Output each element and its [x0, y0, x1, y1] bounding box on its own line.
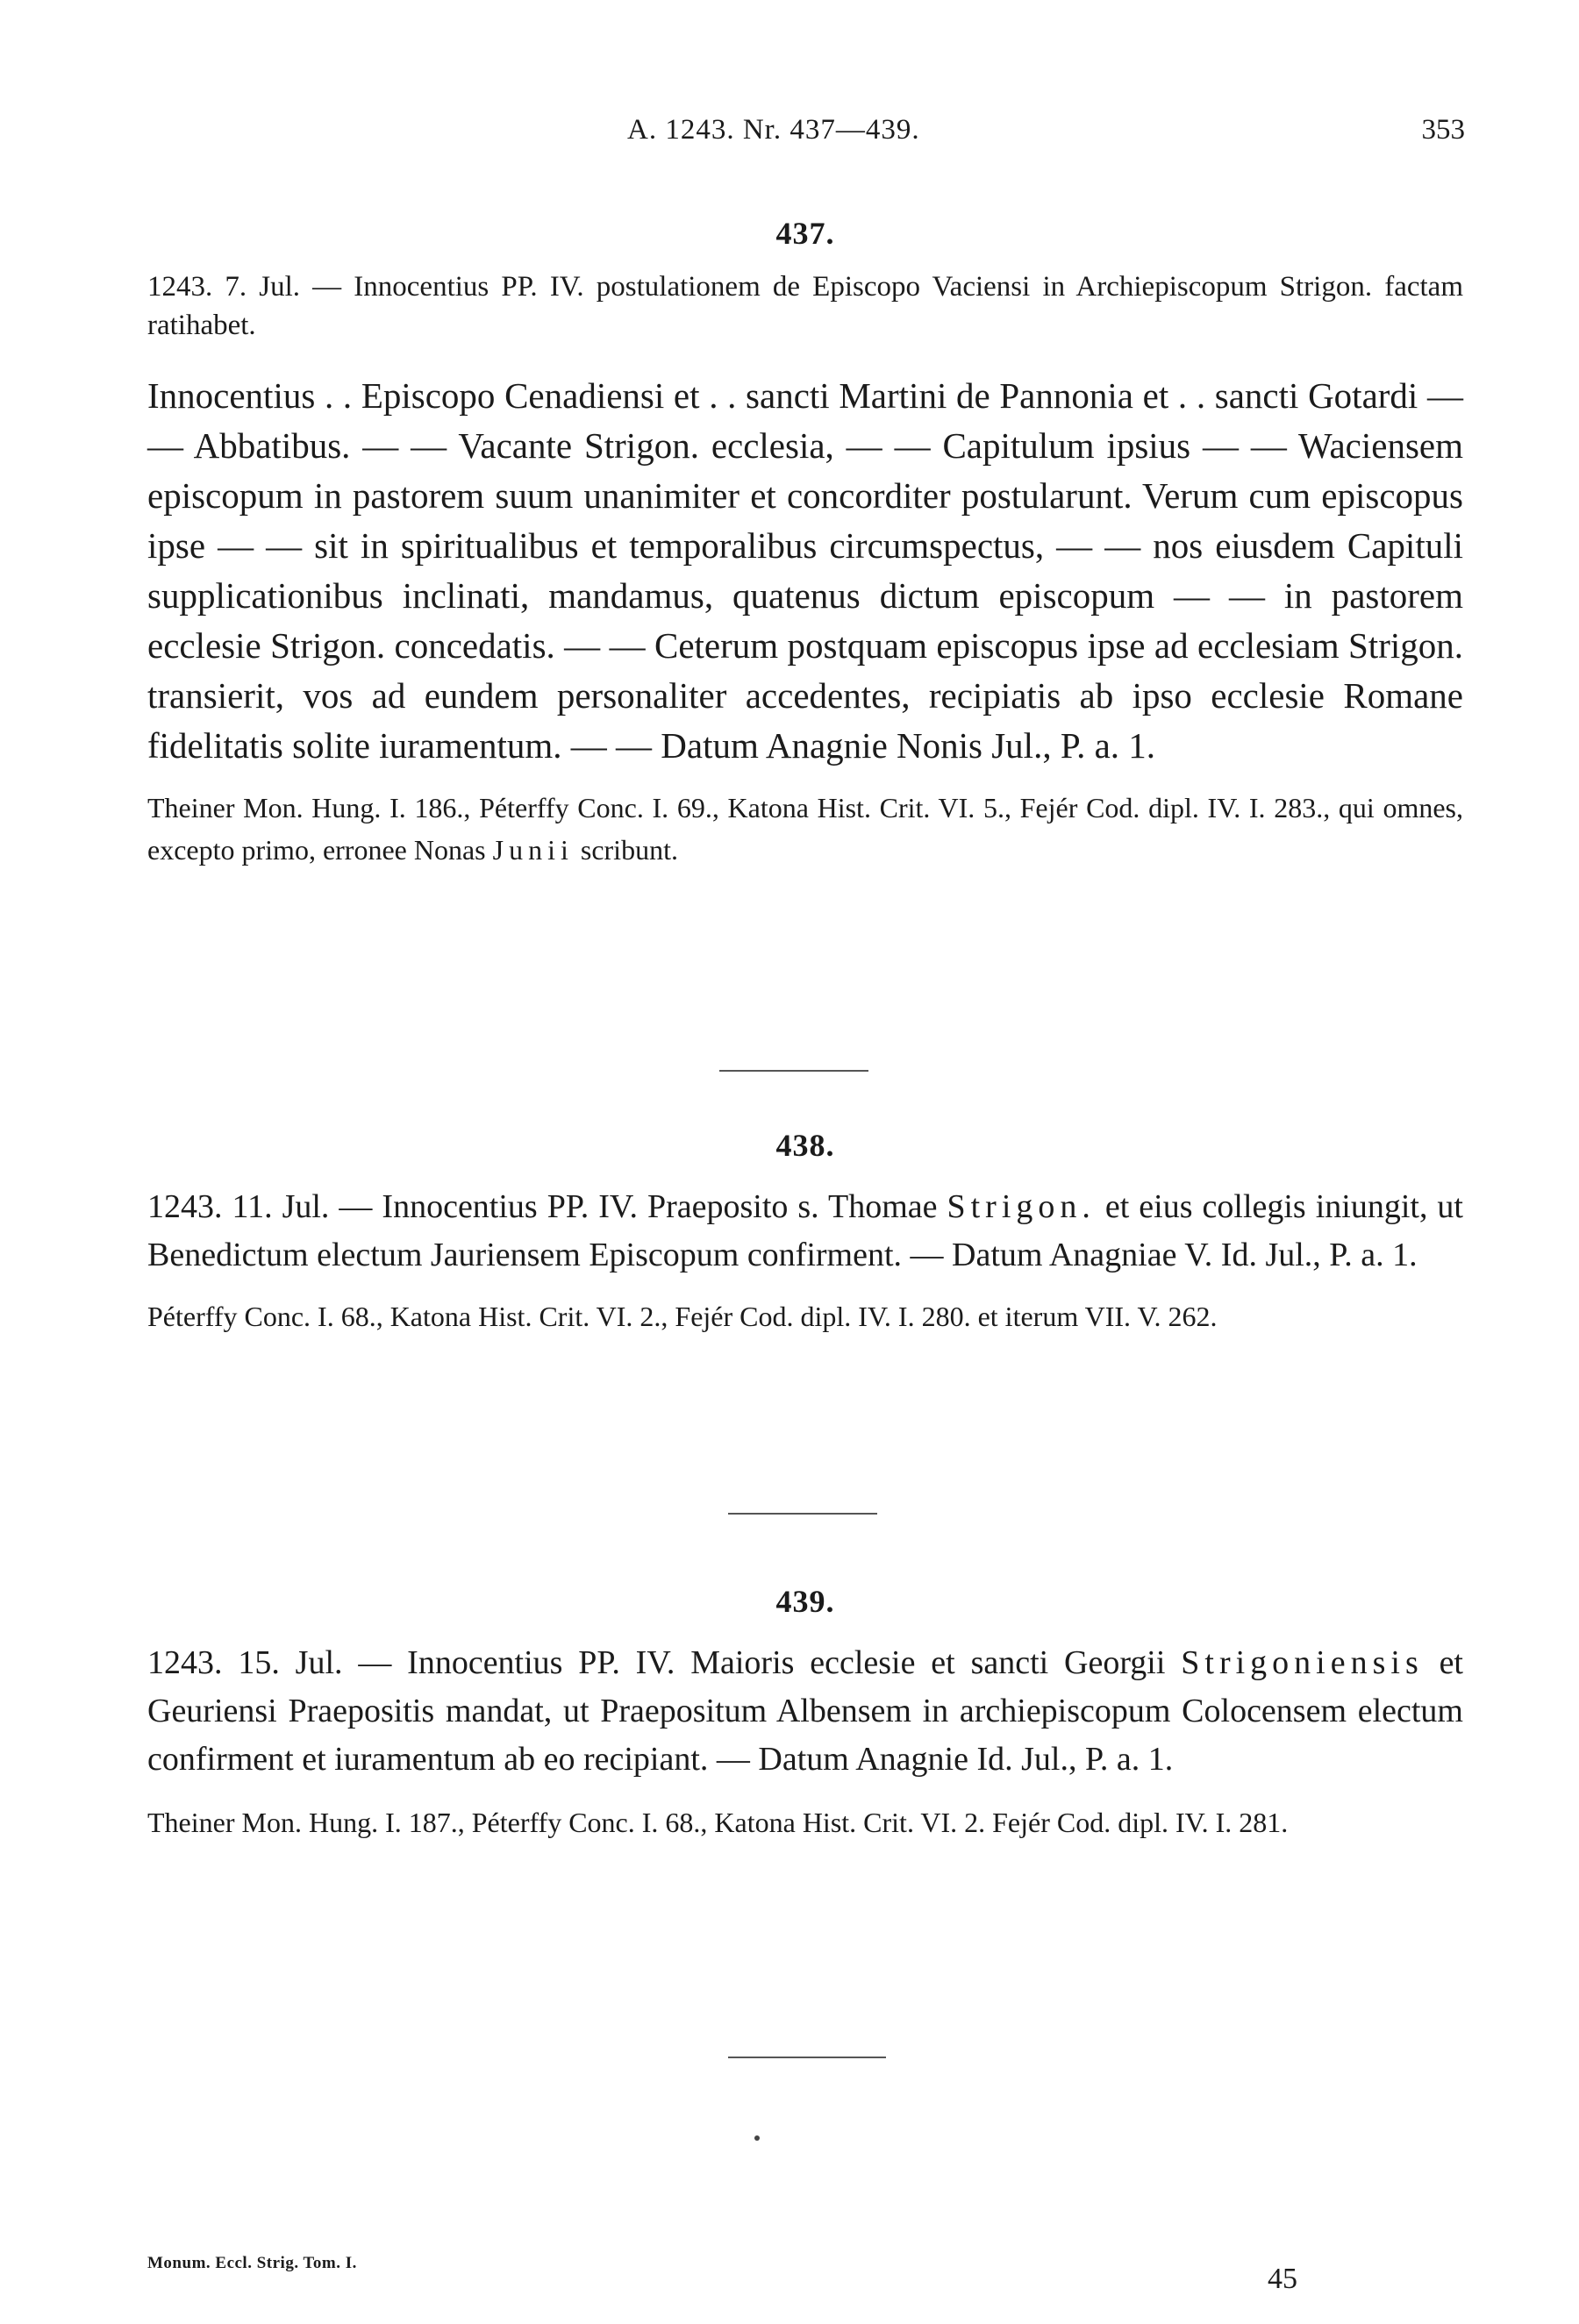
entry-439 — [147, 1583, 1463, 1843]
refs-part-b: scribunt. — [573, 834, 678, 866]
entry-number: 438. — [775, 1128, 835, 1163]
entry-number: 439. — [775, 1584, 835, 1619]
ink-speck — [754, 2135, 760, 2141]
entry-438 — [147, 1127, 1463, 1337]
summary-spaced-word: Strigon. — [947, 1188, 1096, 1225]
refs-spaced-word: Junii — [492, 834, 574, 866]
entry-text: Innocentius . . Episcopo Cenadiensi et . . sancti Martini de Pannonia et . . sancti Gotardi — — Abbatibus. — — Vacante Strigon. ecclesia, — — Capitulum ipsius — — Waciensem episcopum in pastorem suum unanimiter et concorditer postularunt. Verum cum episcopus ipse — — sit in spiritualibus et temporalibus circumspectus, — — nos eiusdem Capituli supplicationibus inclinati, mandamus, quatenus dictum episcopum — — in pastorem ecclesie Strigon. concedatis. — — Ceterum postquam episcopus ipse ad ecclesiam Strigon. transierit, vos ad eundem personaliter accedentes, recipiatis ab ipso ecclesie Romane fidelitatis solite iuramentum. — — Datum Anagnie Nonis Jul., P. a. 1. — [147, 375, 1463, 766]
refs-part-a: Theiner Mon. Hung. I. 186., Péterffy Conc. I. 69., Katona Hist. Crit. VI. 5., Fejér Cod. dipl. IV. I. 283., qui omnes, excepto primo, erronee Nonas — [147, 792, 1463, 866]
footer-signature-mark: Monum. Eccl. Strig. Tom. I. — [147, 2254, 357, 2272]
summary-part-a: 1243. 15. Jul. — Innocentius PP. IV. Maioris ecclesie et sancti Georgii — [147, 1644, 1182, 1681]
section-divider — [719, 1070, 868, 1072]
entry-number: 437. — [775, 216, 835, 251]
entry-437 — [147, 215, 1463, 871]
section-divider — [728, 1513, 877, 1515]
entry-summary — [147, 1639, 1463, 1784]
summary-part-a: 1243. 11. Jul. — Innocentius PP. IV. Praeposito s. Thomae — [147, 1188, 947, 1225]
entry-references — [147, 787, 1463, 871]
entry-references: Péterffy Conc. I. 68., Katona Hist. Crit. VI. 2., Fejér Cod. dipl. IV. I. 280. et iterum VII. V. 262. — [147, 1301, 1218, 1332]
sheet-signature-number: 45 — [1268, 2263, 1297, 2295]
summary-part-b: et Geuriensi Praepositis mandat, ut Praepositum Albensem in archiepiscopum Colocensem electum confirment et iuramentum ab eo recipiant. — Datum Anagnie Id. Jul., P. a. 1. — [147, 1644, 1463, 1778]
summary-part-b: et eius collegis iniungit, ut Benedictum electum Jauriensem Episcopum confirment. — Datum Anagniae V. Id. Jul., P. a. 1. — [147, 1188, 1463, 1273]
header-title: A. 1243. Nr. 437—439. — [627, 114, 920, 146]
summary-spaced-word: Strigoniensis — [1181, 1644, 1424, 1681]
section-divider — [728, 2057, 886, 2058]
entry-summary — [147, 1183, 1463, 1280]
running-header — [0, 114, 1579, 158]
entry-summary: 1243. 7. Jul. — Innocentius PP. IV. postulationem de Episcopo Vaciensi in Archiepiscopum Strigon. factam ratihabet. — [147, 271, 1463, 341]
entry-references: Theiner Mon. Hung. I. 187., Péterffy Conc. I. 68., Katona Hist. Crit. VI. 2. Fejér Cod. dipl. IV. I. 281. — [147, 1807, 1289, 1838]
page-number: 353 — [1421, 114, 1465, 146]
